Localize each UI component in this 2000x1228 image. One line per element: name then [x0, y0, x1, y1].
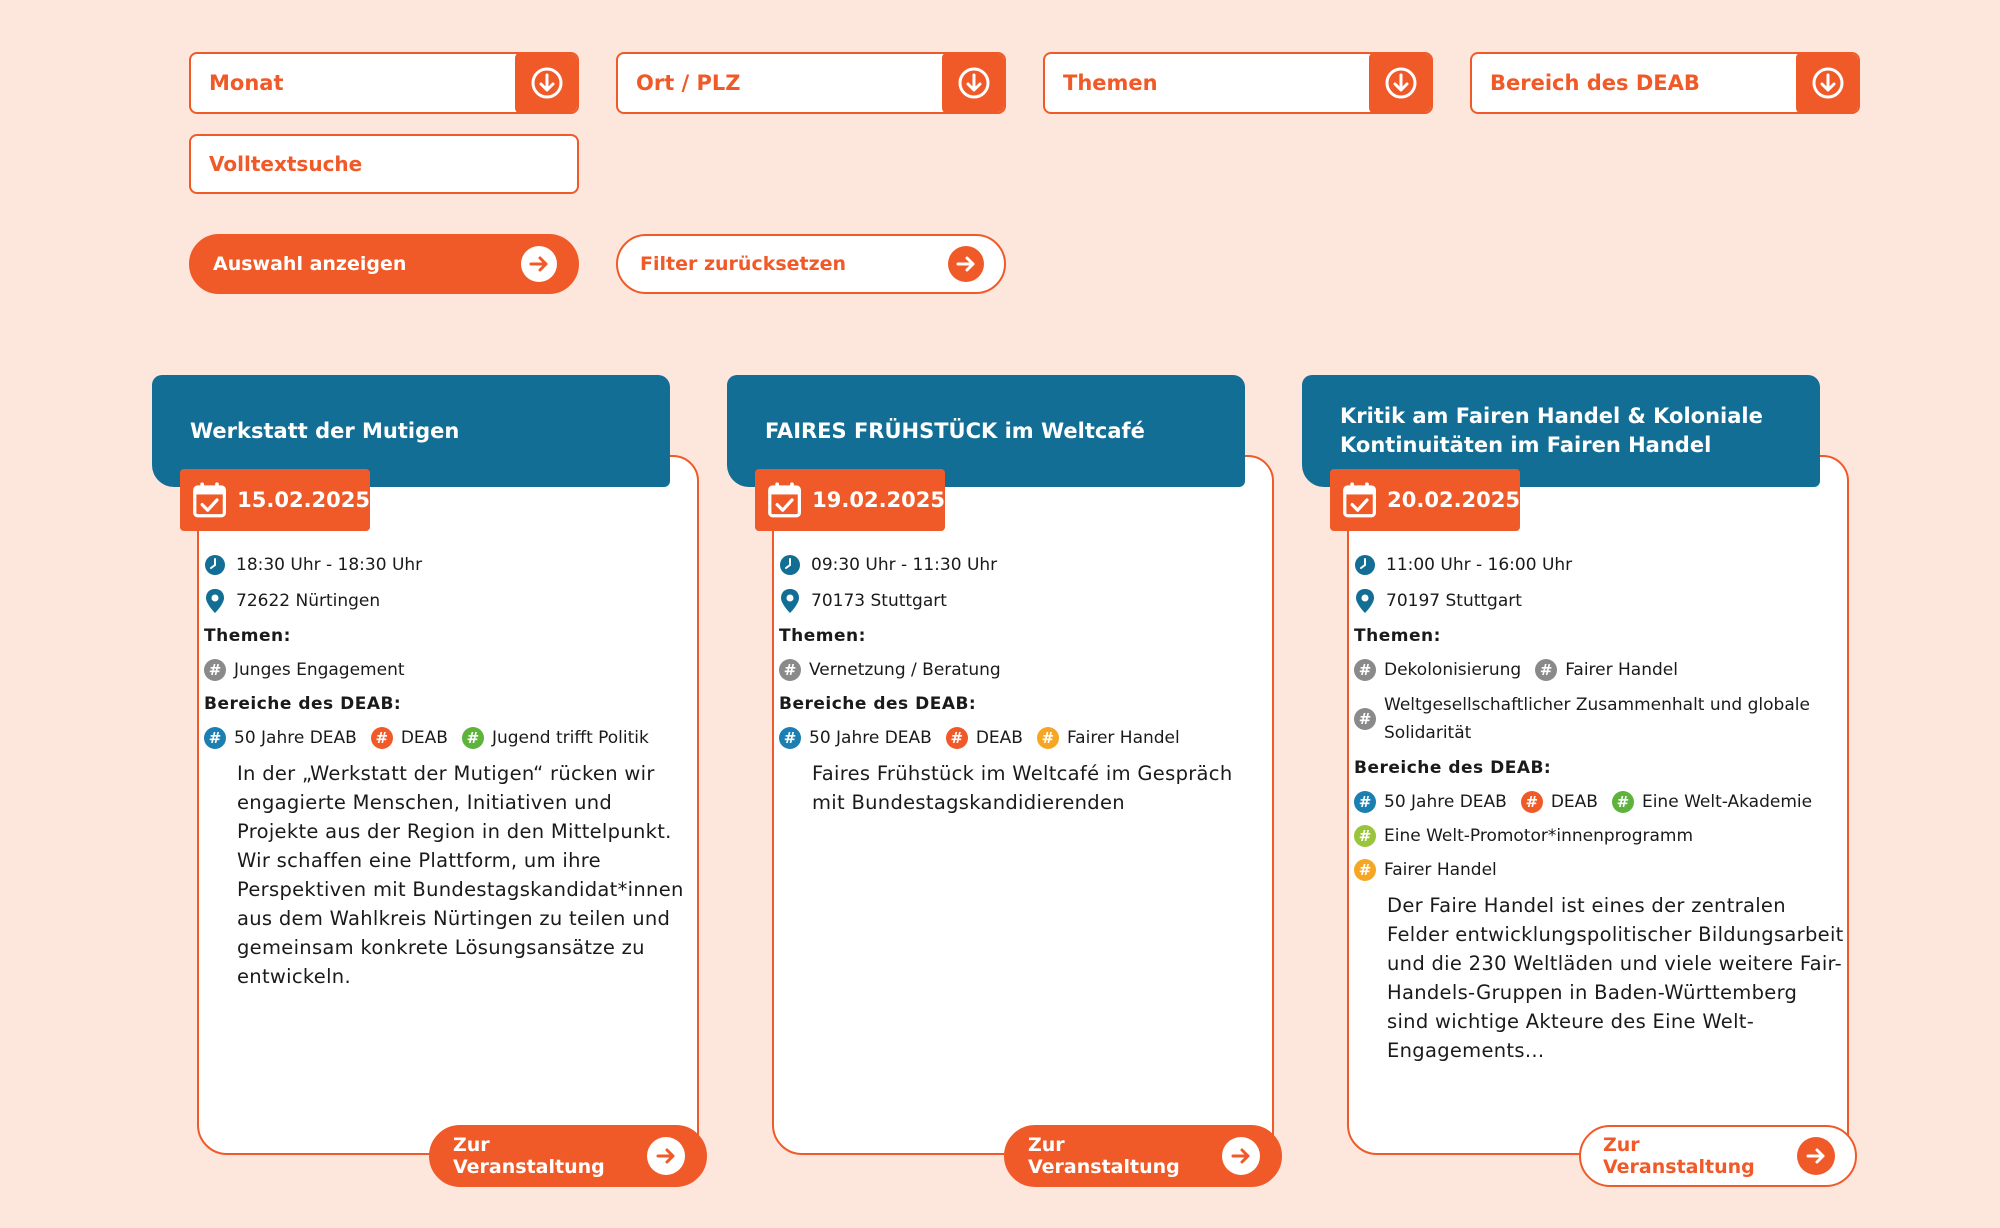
event-description: Der Faire Handel ist eines der zentralen Felder entwicklungspolitischer Bildungsarbeit und die 230 Weltläden und viele weitere Fair-Handels-Gruppen in Baden-Württemberg sind wichtige Akteure des Eine Welt-Engagements... — [1387, 894, 1844, 1062]
area-tag[interactable] — [1521, 785, 1598, 819]
event-card — [727, 375, 1277, 1195]
area-tag[interactable] — [462, 721, 649, 755]
month-select[interactable] — [189, 52, 579, 114]
area-tag[interactable] — [371, 721, 448, 755]
hashtag-icon: # — [779, 659, 801, 681]
event-time: 09:30 Uhr - 11:30 Uhr — [811, 555, 998, 575]
arrow-down-circle-icon — [957, 66, 991, 100]
show-selection-button[interactable] — [189, 234, 579, 294]
area-tag-label: DEAB — [975, 728, 1023, 748]
arrow-down-circle-icon — [1384, 66, 1418, 100]
event-description: In der „Werkstatt der Mutigen“ rücken wir engagierte Menschen, Initiativen und Projekte aus der Region in den Mittelpunkt. Wir schaffen eine Plattform, um ihre Perspektiven mit Bundestagskandidat*innen aus dem Wahlkreis Nürtingen zu teilen und gemeinsam konkrete Lösungsansätze zu entwickeln. — [237, 762, 684, 988]
arrow-right-icon — [1797, 1137, 1835, 1175]
area-tag-label: DEAB — [1550, 792, 1598, 812]
event-date: 20.02.2025 — [1387, 488, 1520, 512]
topics-select-label: Themen — [1063, 71, 1158, 95]
event-date-badge — [1330, 469, 1520, 531]
arrow-right-icon — [948, 246, 984, 282]
topic-tag[interactable] — [1354, 687, 1824, 751]
hashtag-icon: # — [1612, 791, 1634, 813]
hashtag-icon: # — [1037, 727, 1059, 749]
hashtag-icon: # — [204, 727, 226, 749]
location-dropdown-button[interactable] — [942, 52, 1006, 114]
area-dropdown-button[interactable] — [1796, 52, 1860, 114]
event-time: 18:30 Uhr - 18:30 Uhr — [236, 555, 423, 575]
topic-tag[interactable] — [204, 653, 405, 687]
to-event-label: Zur Veranstaltung — [1603, 1134, 1755, 1178]
calendar-check-icon — [192, 480, 227, 520]
area-tag[interactable] — [204, 721, 357, 755]
event-location: 70197 Stuttgart — [1386, 591, 1522, 611]
area-tag-label: Fairer Handel — [1384, 860, 1497, 880]
area-tag[interactable] — [1612, 785, 1812, 819]
location-pin-icon — [204, 588, 226, 614]
hashtag-icon: # — [1354, 791, 1376, 813]
areas-heading: Bereiche des DEAB: — [1354, 758, 1552, 778]
arrow-down-circle-icon — [1811, 66, 1845, 100]
location-pin-icon — [1354, 588, 1376, 614]
area-tag-label: DEAB — [400, 728, 448, 748]
calendar-check-icon — [1342, 480, 1377, 520]
event-date: 15.02.2025 — [237, 488, 370, 512]
area-tag[interactable] — [1354, 785, 1507, 819]
event-location: 70173 Stuttgart — [811, 591, 947, 611]
topic-tag-label: Fairer Handel — [1565, 660, 1678, 680]
event-location: 72622 Nürtingen — [236, 591, 381, 611]
area-tag-label: 50 Jahre DEAB — [1384, 792, 1507, 812]
area-tag-label: Jugend trifft Politik — [491, 728, 649, 748]
reset-filter-button[interactable] — [616, 234, 1006, 294]
show-selection-label: Auswahl anzeigen — [213, 253, 407, 275]
areas-heading: Bereiche des DEAB: — [204, 694, 402, 714]
area-select[interactable] — [1470, 52, 1860, 114]
topics-select[interactable] — [1043, 52, 1433, 114]
location-pin-icon — [779, 588, 801, 614]
topic-tag-label: Vernetzung / Beratung — [809, 660, 1001, 680]
area-tag-label: Eine Welt-Promotor*innenprogramm — [1384, 826, 1694, 846]
topic-tag[interactable] — [779, 653, 1001, 687]
event-description: Faires Frühstück im Weltcafé im Gespräch mit Bundestagskandidierenden — [812, 762, 1233, 814]
event-title-text: FAIRES FRÜHSTÜCK im Weltcafé — [765, 418, 1145, 443]
topics-heading: Themen: — [204, 626, 291, 646]
hashtag-icon: # — [1354, 859, 1376, 881]
reset-filter-label: Filter zurücksetzen — [640, 253, 847, 275]
hashtag-icon: # — [371, 727, 393, 749]
topic-tag-label: Dekolonisierung — [1384, 660, 1522, 680]
arrow-down-circle-icon — [530, 66, 564, 100]
area-tag[interactable] — [1354, 819, 1693, 853]
fulltext-search-input[interactable] — [189, 134, 579, 194]
area-tag[interactable] — [1037, 721, 1180, 755]
area-tag[interactable] — [946, 721, 1023, 755]
month-dropdown-button[interactable] — [515, 52, 579, 114]
area-tag-label: Fairer Handel — [1066, 728, 1180, 748]
to-event-label: Zur Veranstaltung — [453, 1134, 605, 1178]
location-select[interactable] — [616, 52, 1006, 114]
clock-icon — [779, 554, 801, 576]
hashtag-icon: # — [204, 659, 226, 681]
month-select-label: Monat — [209, 71, 284, 95]
hashtag-icon: # — [462, 727, 484, 749]
location-select-label: Ort / PLZ — [636, 71, 741, 95]
topics-heading: Themen: — [1354, 626, 1441, 646]
areas-heading: Bereiche des DEAB: — [779, 694, 977, 714]
event-card — [1302, 375, 1852, 1195]
calendar-check-icon — [767, 480, 802, 520]
hashtag-icon: # — [1521, 791, 1543, 813]
topic-tag[interactable] — [1354, 653, 1521, 687]
area-tag-label: 50 Jahre DEAB — [809, 728, 932, 748]
clock-icon — [1354, 554, 1376, 576]
hashtag-icon: # — [779, 727, 801, 749]
event-date: 19.02.2025 — [812, 488, 945, 512]
event-date-badge — [180, 469, 370, 531]
topic-tag-label: Junges Engagement — [234, 660, 405, 680]
area-tag-label: 50 Jahre DEAB — [234, 728, 357, 748]
hashtag-icon: # — [946, 727, 968, 749]
hashtag-icon: # — [1354, 708, 1376, 730]
to-event-button[interactable] — [1579, 1125, 1857, 1187]
arrow-right-icon — [1222, 1137, 1260, 1175]
arrow-right-icon — [521, 246, 557, 282]
clock-icon — [204, 554, 226, 576]
event-title-text: Werkstatt der Mutigen — [190, 418, 460, 443]
area-tag[interactable] — [779, 721, 932, 755]
hashtag-icon: # — [1535, 659, 1557, 681]
to-event-label: Zur Veranstaltung — [1028, 1134, 1180, 1178]
hashtag-icon: # — [1354, 825, 1376, 847]
to-event-button[interactable] — [429, 1125, 707, 1187]
area-tag[interactable] — [1354, 853, 1830, 887]
hashtag-icon: # — [1354, 659, 1376, 681]
to-event-button[interactable] — [1004, 1125, 1282, 1187]
event-title-text: Kritik am Fairen Handel & Koloniale Kontinuitäten im Fairen Handel — [1340, 404, 1763, 457]
topics-dropdown-button[interactable] — [1369, 52, 1433, 114]
event-date-badge — [755, 469, 945, 531]
area-tag-label: Eine Welt-Akademie — [1641, 792, 1813, 812]
event-card — [152, 375, 702, 1195]
area-select-label: Bereich des DEAB — [1490, 71, 1700, 95]
topic-tag-label: Weltgesellschaftlicher Zusammenhalt und globale Solidarität — [1384, 695, 1810, 743]
arrow-right-icon — [647, 1137, 685, 1175]
topics-heading: Themen: — [779, 626, 866, 646]
event-time: 11:00 Uhr - 16:00 Uhr — [1386, 555, 1573, 575]
topic-tag[interactable] — [1535, 653, 1678, 687]
